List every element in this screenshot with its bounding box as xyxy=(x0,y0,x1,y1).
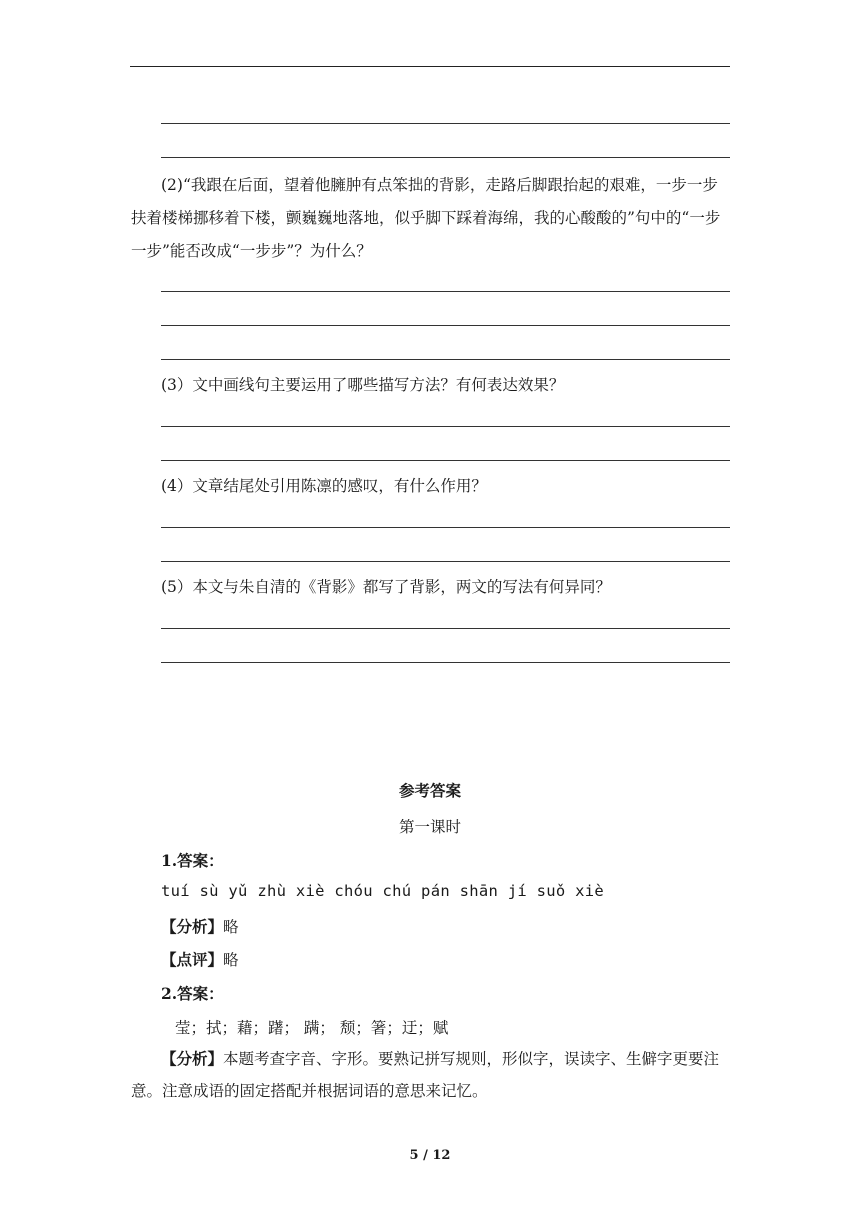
answer-1-comment xyxy=(161,948,239,970)
comment-label: 【点评】 xyxy=(161,950,224,969)
analysis-text: 本题考查字音、字形。要熟记拼写规则，形似字，误读字、生僻字更要注意。注意成语的固定搭配并根据词语的意思来记忆。 xyxy=(131,1050,720,1100)
analysis-label: 【分析】 xyxy=(161,1049,224,1068)
answer-2-analysis xyxy=(131,1043,731,1107)
answer-1-analysis xyxy=(161,915,239,937)
answer-line xyxy=(161,460,730,461)
answer-line xyxy=(161,426,730,427)
comment-text: 略 xyxy=(223,951,239,969)
answers-title: 参考答案 xyxy=(398,781,461,800)
answer-line xyxy=(161,325,730,326)
question-2: (2)“我跟在后面，望着他臃肿有点笨拙的背影，走路后脚跟抬起的艰难，一步一步扶着楼梯挪移着下楼，颤巍巍地落地，似乎脚下踩着海绵，我的心酸酸的”句中的“一步一步”能否改成“一步步”？为什么？ xyxy=(131,176,721,260)
header-rule xyxy=(130,66,730,67)
answer-line xyxy=(161,561,730,562)
answer-line xyxy=(161,662,730,663)
answer-2-label: 2.答案： xyxy=(161,984,224,1003)
answer-line xyxy=(161,527,730,528)
analysis-label: 【分析】 xyxy=(161,917,224,936)
answer-line xyxy=(161,359,730,360)
answer-1-label: 1.答案： xyxy=(161,851,224,870)
page-number: 5 / 12 xyxy=(409,1148,451,1163)
answer-1-pinyin: tuí sù yǔ zhù xiè chóu chú pán shān jí suǒ xiè xyxy=(161,882,605,900)
answer-2-text: 莹；拭；藉；躇； 蹒； 颓；箸；迂；赋 xyxy=(175,1019,449,1037)
answer-line xyxy=(161,628,730,629)
answer-line xyxy=(161,291,730,292)
answer-line xyxy=(161,157,730,158)
answers-subtitle: 第一课时 xyxy=(398,818,461,836)
answer-line xyxy=(161,123,730,124)
question-4: (4）文章结尾处引用陈凛的感叹，有什么作用？ xyxy=(161,477,487,495)
question-5: (5）本文与朱自清的《背影》都写了背影，两文的写法有何异同？ xyxy=(161,578,611,596)
analysis-text: 略 xyxy=(223,918,239,936)
question-3: (3）文中画线句主要运用了哪些描写方法？有何表达效果？ xyxy=(161,376,565,394)
